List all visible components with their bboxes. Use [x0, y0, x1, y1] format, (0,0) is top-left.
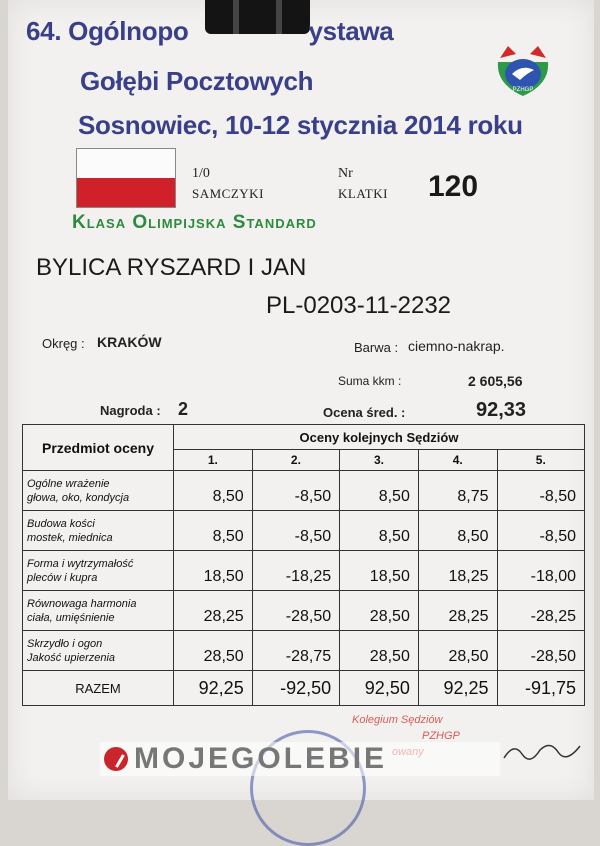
table-row	[23, 471, 585, 511]
table-row	[23, 591, 585, 631]
score-cell: 8,50	[174, 471, 253, 511]
average-score-label: Ocena śred. :	[323, 405, 406, 420]
watermark-banner	[100, 742, 500, 776]
score-cell: -28,50	[252, 591, 339, 631]
score-cell: 28,50	[340, 631, 419, 671]
score-cell: -28,50	[497, 631, 584, 671]
table-row	[23, 511, 585, 551]
signature-icon	[500, 736, 590, 766]
score-cell: 18,25	[418, 551, 497, 591]
score-table	[22, 424, 585, 706]
judge-number: 4.	[418, 450, 497, 471]
exhibition-title-line2: Gołębi Pocztowych	[80, 66, 314, 96]
total-cell: -91,75	[497, 671, 584, 706]
score-cell: -28,75	[252, 631, 339, 671]
region-label: Okręg :	[42, 336, 85, 351]
color-label: Barwa :	[354, 340, 399, 355]
criterion-cell: Forma i wytrzymałość pleców i kupra	[23, 551, 174, 591]
score-cell: -28,25	[497, 591, 584, 631]
score-cell: 28,50	[418, 631, 497, 671]
score-cell: -18,00	[497, 551, 584, 591]
pzhgp-logo-icon	[492, 38, 554, 100]
score-cell: 28,50	[174, 631, 253, 671]
polish-flag-icon	[76, 148, 176, 208]
table-row	[23, 551, 585, 591]
sum-value: 2 605,56	[468, 373, 523, 389]
owner-name: BYLICA RYSZARD I JAN	[36, 254, 307, 281]
color-value: ciemno-nakrap.	[408, 338, 505, 354]
score-cell: -8,50	[497, 471, 584, 511]
score-cell: 8,50	[418, 511, 497, 551]
total-row	[23, 671, 585, 706]
average-score-value: 92,33	[476, 399, 527, 421]
table-row	[23, 631, 585, 671]
cage-label: KLATKI	[338, 186, 388, 201]
exhibition-title-line1: 64. Ogólnopo ystawa	[26, 16, 394, 46]
score-cell: 8,50	[340, 471, 419, 511]
score-cell: 18,50	[340, 551, 419, 591]
subject-header: Przedmiot oceny	[23, 425, 174, 471]
nr-label: Nr	[338, 166, 353, 181]
watermark-logo-icon	[104, 747, 128, 771]
competition-class: Klasa Olimpijska Standard	[72, 212, 317, 233]
total-cell: 92,25	[418, 671, 497, 706]
score-cell: -8,50	[252, 471, 339, 511]
judge-number: 3.	[340, 450, 419, 471]
judge-number: 5.	[497, 450, 584, 471]
score-cell: 18,50	[174, 551, 253, 591]
sex-category: SAMCZYKI	[192, 186, 264, 201]
score-cell: 28,25	[418, 591, 497, 631]
ring-number: PL-0203-11-2232	[266, 292, 452, 319]
judges-header: Oceny kolejnych Sędziów	[174, 425, 585, 450]
total-label: RAZEM	[23, 671, 174, 706]
score-cell: -8,50	[497, 511, 584, 551]
criterion-cell: Równowaga harmonia ciała, umięśnienie	[23, 591, 174, 631]
watermark-text: MOJEGOLEBIE	[134, 742, 388, 775]
region-value: KRAKÓW	[97, 334, 162, 350]
criterion-cell: Budowa kości mostek, miednica	[23, 511, 174, 551]
class-code: 1/0	[192, 166, 210, 181]
score-cell: 8,50	[340, 511, 419, 551]
committee-stamp: Kolegium Sędziów PZHGP	[352, 714, 460, 742]
total-cell: 92,50	[340, 671, 419, 706]
score-cell: 28,50	[340, 591, 419, 631]
score-cell: -18,25	[252, 551, 339, 591]
total-cell: -92,50	[252, 671, 339, 706]
criterion-cell: Skrzydło i ogon Jakość upierzenia	[23, 631, 174, 671]
prize-label: Nagroda :	[100, 403, 161, 418]
score-cell: 28,25	[174, 591, 253, 631]
exhibition-title-line3: Sosnowiec, 10-12 stycznia 2014 roku	[78, 110, 523, 140]
score-cell: -8,50	[252, 511, 339, 551]
score-cell: 8,50	[174, 511, 253, 551]
criterion-cell: Ogólne wrażenie głowa, oko, kondycja	[23, 471, 174, 511]
logo-text: PZHGP	[512, 87, 534, 93]
judge-number: 1.	[174, 450, 253, 471]
total-cell: 92,25	[174, 671, 253, 706]
cage-number: 120	[428, 170, 479, 203]
prize-value: 2	[178, 399, 189, 419]
score-cell: 8,75	[418, 471, 497, 511]
sum-label: Suma kkm :	[338, 374, 402, 388]
judge-number: 2.	[252, 450, 339, 471]
